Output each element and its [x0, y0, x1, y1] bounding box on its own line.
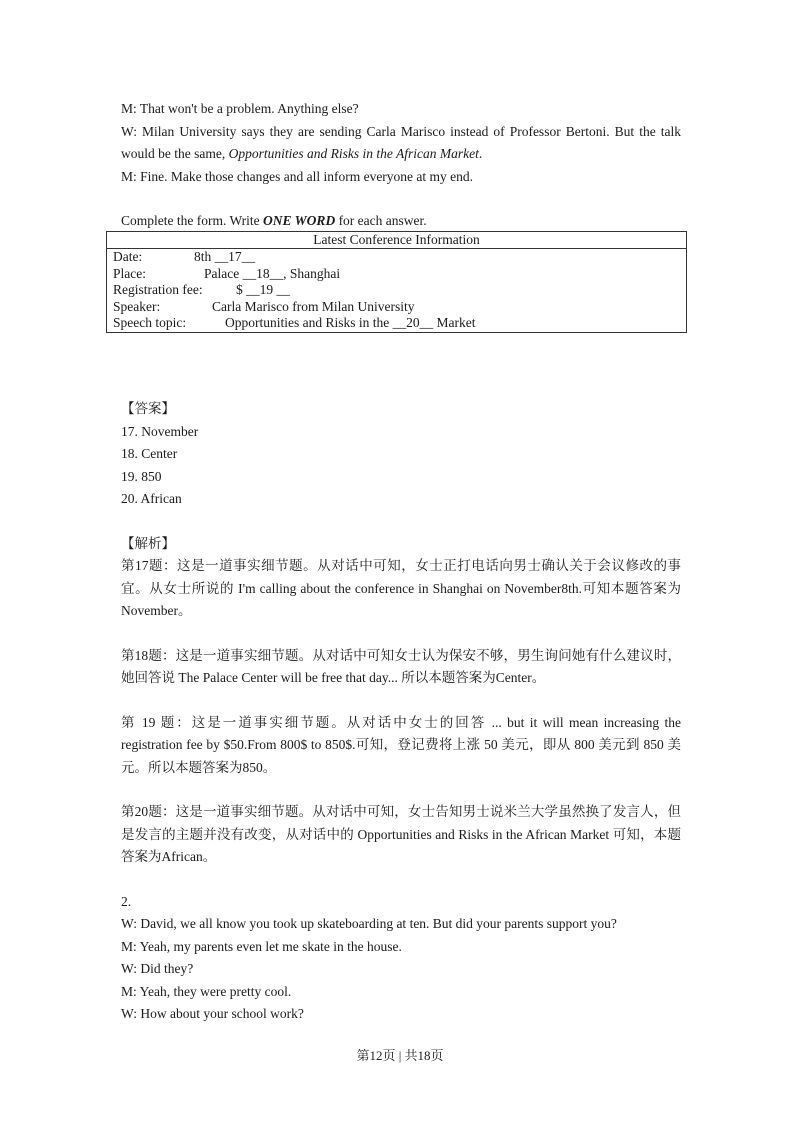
section-number: 2. — [121, 893, 132, 909]
answers-heading: 【答案】 — [121, 401, 175, 416]
form-row-speaker — [113, 299, 680, 316]
form-row-topic — [113, 315, 680, 332]
form-label: Speaker: — [113, 298, 161, 314]
instruction-text: for each answer. — [335, 213, 427, 228]
dialogue-line — [121, 121, 681, 166]
page-content — [121, 98, 681, 233]
form-row-fee — [113, 282, 680, 299]
form-value: Palace __18__, Shanghai — [204, 265, 341, 281]
instruction-emphasis: ONE WORD — [263, 213, 336, 228]
analysis-paragraph: 第 19 题：这是一道事实细节题。从对话中女士的回答 ... but it will mean increasing the registration fee by $50.From 800$ to 850$.可知，登记费将上涨 50 美元，即从 800 美元到 850 美元。所以本题答案为850。 — [121, 714, 681, 775]
dialogue-line: W: Did they? — [121, 961, 194, 976]
analysis-heading: 【解析】 — [121, 535, 175, 551]
form-value: Carla Marisco from Milan University — [212, 298, 415, 314]
answer-item: 19. 850 — [121, 468, 162, 484]
dialogue-text: W: Milan University says they are sending Carla Marisco instead of Professor Bertoni. But the talk would be the same, — [121, 123, 681, 161]
form-label: Registration fee: — [113, 282, 203, 297]
form-label: Place: — [113, 265, 146, 281]
form-instruction — [121, 210, 681, 233]
page-footer: 第12页 | 共18页 — [356, 1048, 444, 1063]
form-row-place — [113, 266, 680, 283]
instruction-text: Complete the form. Write — [121, 213, 264, 228]
analysis-paragraph: 第20题：这是一道事实细节题。从对话中可知，女士告知男士说米兰大学虽然换了发言人，但是发言的主题并没有改变，从对话中的 Opportunities and Risks in the African Market 可知，本题答案为African。 — [121, 804, 681, 864]
dialogue-text: . — [478, 146, 483, 161]
dialogue-line: M: Yeah, they were pretty cool. — [121, 983, 292, 999]
form-value: $ __19 __ — [236, 282, 290, 297]
dialogue-line: M: Fine. Make those changes and all inform everyone at my end. — [121, 168, 474, 184]
analysis-paragraph: 第17题：这是一道事实细节题。从对话中可知，女士正打电话向男士确认关于会议修改的事宜。从女士所说的 I'm calling about the conference in Shanghai on November8th.可知本题答案为November。 — [121, 558, 681, 618]
analysis-paragraph: 第18题：这是一道事实细节题。从对话中可知女士认为保安不够，男生询问她有什么建议时，她回答说 The Palace Center will be free that day... 所以本题答案为Center。 — [121, 647, 681, 685]
answer-item: 20. African — [121, 491, 182, 506]
answer-item: 17. November — [121, 423, 199, 439]
dialogue-line: W: How about your school work? — [121, 1006, 304, 1021]
form-value: 8th __17__ — [194, 249, 256, 264]
dialogue-line: W: David, we all know you took up skateboarding at ten. But did your parents support you? — [121, 916, 617, 931]
dialogue-line: M: Yeah, my parents even let me skate in the house. — [121, 938, 402, 954]
form-value: Opportunities and Risks in the __20__ Market — [225, 315, 476, 330]
form-label: Speech topic: — [113, 315, 187, 330]
form-label: Date: — [113, 249, 143, 264]
dialogue-line: M: That won't be a problem. Anything else? — [121, 101, 359, 116]
form-row-date — [113, 249, 680, 266]
form-body — [107, 249, 687, 333]
form-title: Latest Conference Information — [107, 232, 687, 249]
answer-section — [121, 398, 681, 1026]
talk-title: Opportunities and Risks in the African Market — [228, 146, 479, 161]
answer-item: 18. Center — [121, 446, 178, 461]
conference-form-table — [106, 231, 687, 333]
